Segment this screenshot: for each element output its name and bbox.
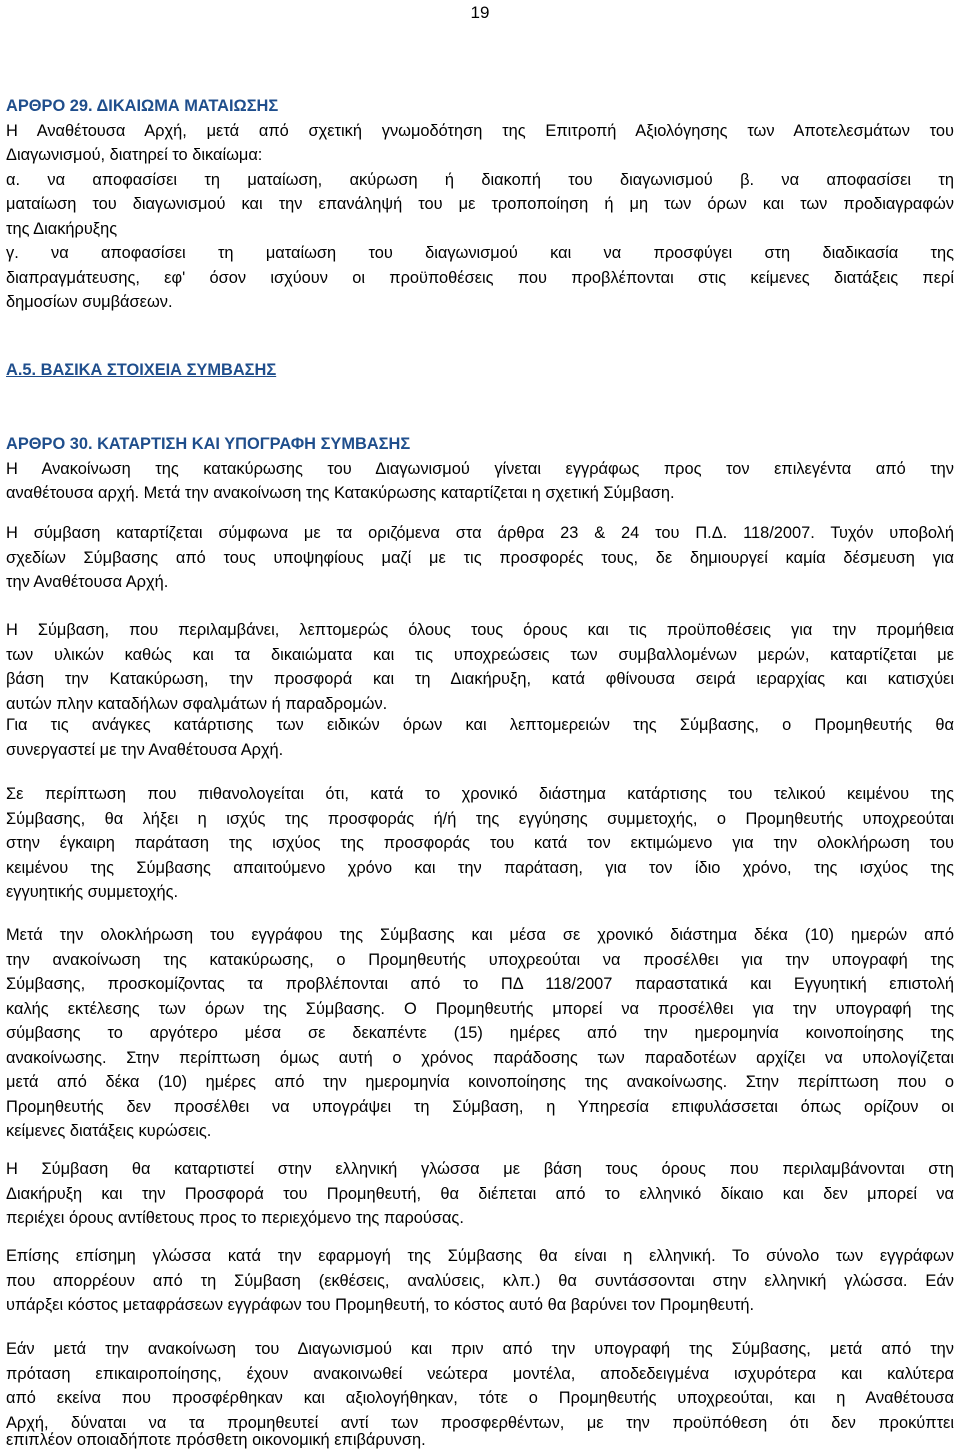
paragraph-line: σχεδίων Σύμβασης από τους υποψηφίους μαζί με τις προσφορές τους, δε δημιουργεί καμία δέσμευση για [6,548,954,567]
paragraph-line: Η Αναθέτουσα Αρχή, μετά από σχετική γνωμοδότηση της Επιτροπή Αξιολόγησης των Αποτελεσμάτων του [6,121,954,140]
paragraph-line: περιέχει όρους αντίθετους προς το περιεχόμενο της παρούσας. [6,1209,464,1227]
page-number: 19 [470,3,490,22]
paragraph-line: γ. να αποφασίσει τη ματαίωση του διαγωνισμού και να προσφύγει στη διαδικασία της [6,244,954,262]
paragraph-line: ματαίωση του διαγωνισμού και την επανάληψή του με τροποποίηση ή μη των όρων και των προδιαγραφών [6,195,954,213]
paragraph-line: κειμένου της Σύμβασης απαιτούμενο χρόνο και την παράταση, για τον ίδιο χρόνο, της ισχύος της [6,858,954,877]
paragraph-line: αναθέτουσα αρχή. Μετά την ανακοίνωση της Κατακύρωσης καταρτίζεται η σχετική Σύμβαση. [6,484,675,502]
paragraph-line: Εάν μετά την ανακοίνωση του Διαγωνισμού και πριν από την υπογραφή της Σύμβασης, μετά από την [6,1340,954,1358]
paragraph-line: Σε περίπτωση που πιθανολογείται ότι, κατά το χρονικό διάστημα κατάρτισης του τελικού κειμένου της [6,785,954,803]
paragraph-line: υπάρξει κόστος μεταφράσεων εγγράφων του Προμηθευτή, το κόστος αυτό θα βαρύνει τον Προμηθευτή. [6,1296,755,1314]
article-30-heading: ΑΡΘΡΟ 30. ΚΑΤΑΡΤΙΣΗ ΚΑΙ ΥΠΟΓΡΑΦΗ ΣΥΜΒΑΣΗΣ [6,435,411,453]
paragraph-line: που απορρέουν από τη Σύμβαση (εκθέσεις, αναλύσεις, κλπ.) θα συντάσσονται στην ελληνική γλώσσα. Εάν [6,1271,954,1290]
paragraph-line: από εκείνα που προσφέρθηκαν και αξιολογήθηκαν, τότε ο Προμηθευτής υποχρεούται, και η Αναθέτουσα [6,1389,954,1407]
paragraph-line: κείμενες διατάξεις κυρώσεις. [6,1122,212,1140]
paragraph-line: την ανακοίνωση της κατακύρωσης, ο Προμηθευτής υποχρεούται να προσέλθει για την υπογραφή της [6,950,954,969]
paragraph-line: την Αναθέτουσα Αρχή. [6,573,169,591]
paragraph-line: στην έγκαιρη παράταση της ισχύος της προσφοράς του κατά τον εκτιμώμενο για την ολοκλήρωση του [6,834,954,852]
paragraph-line: Αρχή, δύναται να τα προμηθευτεί αντί των προσφερθέντων, με την προϋπόθεση ότι δεν προκύπτει [6,1413,954,1432]
paragraph-line: Σύμβασης, προσκομίζοντας τα προβλέπονται από το ΠΔ 118/2007 παραστατικά και Εγγυητική επιστολή [6,975,954,993]
paragraph-line: Η Ανακοίνωση της κατακύρωσης του Διαγωνισμού γίνεται εγγράφως προς τον επιλεγέντα από την [6,459,954,478]
article-29-heading: ΑΡΘΡΟ 29. ΔΙΚΑΙΩΜΑ ΜΑΤΑΙΩΣΗΣ [6,97,279,115]
paragraph-line: συνεργαστεί με την Αναθέτουσα Αρχή. [6,740,284,759]
paragraph-line: Επίσης επίσημη γλώσσα κατά την εφαρμογή της Σύμβασης θα είναι η ελληνική. Το σύνολο των εγγράφων [6,1247,954,1265]
paragraph-line: επιπλέον οποιαδήποτε πρόσθετη οικονομική επιβάρυνση. [6,1431,426,1449]
paragraph-line: Διακήρυξη και την Προσφορά του Προμηθευτή, θα διέπεται από το ελληνικό δίκαιο και δεν μπορεί να [6,1184,954,1203]
paragraph-line: Διαγωνισμού, διατηρεί το δικαίωμα: [6,146,263,164]
paragraph-line: εγγυητικής συμμετοχής. [6,883,179,901]
paragraph-line: μετά από δέκα (10) ημέρες από την ημερομηνία κοινοποίησης της ανακοίνωσης. Στην περίπτωση που ο [6,1073,954,1091]
paragraph-line: πρόταση επικαιροποίησης, έχουν ανακοινωθεί νεώτερα μοντέλα, αποδεδειγμένα ισχυρότερα και καλύτερα [6,1364,954,1383]
paragraph-line: ανακοίνωσης. Στην περίπτωση όμως αυτή ο χρόνος παράδοσης των παραδοτέων αρχίζει να υπολογίζεται [6,1048,954,1067]
paragraph-line: Η σύμβαση καταρτίζεται σύμφωνα με τα οριζόμενα στα άρθρα 23 & 24 του Π.Δ. 118/2007. Τυχόν υποβολή [6,524,954,542]
paragraph-line: α. να αποφασίσει τη ματαίωση, ακύρωση ή διακοπή του διαγωνισμού β. να αποφασίσει τη [6,170,954,189]
paragraph-line: Η Σύμβαση θα καταρτιστεί στην ελληνική γλώσσα με βάση τους όρους που περιλαμβάνονται στη [6,1160,954,1178]
paragraph-line: Η Σύμβαση, που περιλαμβάνει, λεπτομερώς όλους τους όρους και τις προϋποθέσεις για την προμήθεια [6,621,954,639]
paragraph-line: Προμηθευτής δεν προσέλθει να υπογράψει τη Σύμβαση, η Υπηρεσία επιφυλάσσεται όπως ορίζουν οι [6,1097,954,1116]
paragraph-line: Μετά την ολοκλήρωση του εγγράφου της Σύμβασης και μέσα σε χρονικό διάστημα δέκα (10) ημερών από [6,926,954,944]
paragraph-line: σύμβασης το αργότερο μέσα σε δεκαπέντε (15) ημέρες από την ημερομηνία κοινοποίησης της [6,1024,954,1042]
paragraph-line: Για τις ανάγκες κατάρτισης των ειδικών όρων και λεπτομερειών της Σύμβασης, ο Προμηθευτής θα [6,716,954,734]
paragraph-line: βάση την Κατακύρωση, την προσφορά και τη Διακήρυξη, κατά φθίνουσα σειρά ιεραρχίας και κατισχύει [6,670,954,688]
paragraph-line: Σύμβασης, θα λήξει η ισχύς της προσφοράς ή/ή της εγγύησης συμμετοχής, ο Προμηθευτής υποχρεούται [6,809,954,828]
paragraph-line: αυτών πλην καταδήλων σφαλμάτων ή παραδρομών. [6,694,388,713]
paragraph-line: των υλικών καθώς και τα δικαιώματα και τις υποχρεώσεις των συμβαλλομένων μερών, καταρτίζεται με [6,645,954,664]
section-a5-heading: Α.5. ΒΑΣΙΚΑ ΣΤΟΙΧΕΙΑ ΣΥΜΒΑΣΗΣ [6,361,277,379]
paragraph-line: της Διακήρυξης [6,219,118,238]
paragraph-line: δημοσίων συμβάσεων. [6,293,173,311]
paragraph-line: διαπραγμάτευσης, εφ' όσον ισχύουν οι προϋποθέσεις που προβλέπονται στις κείμενες διατάξεις περί [6,268,954,287]
paragraph-line: καλής εκτέλεσης των όρων της Σύμβασης. Ο Προμηθευτής μπορεί να προσέλθει για την υπογραφή της [6,999,954,1018]
